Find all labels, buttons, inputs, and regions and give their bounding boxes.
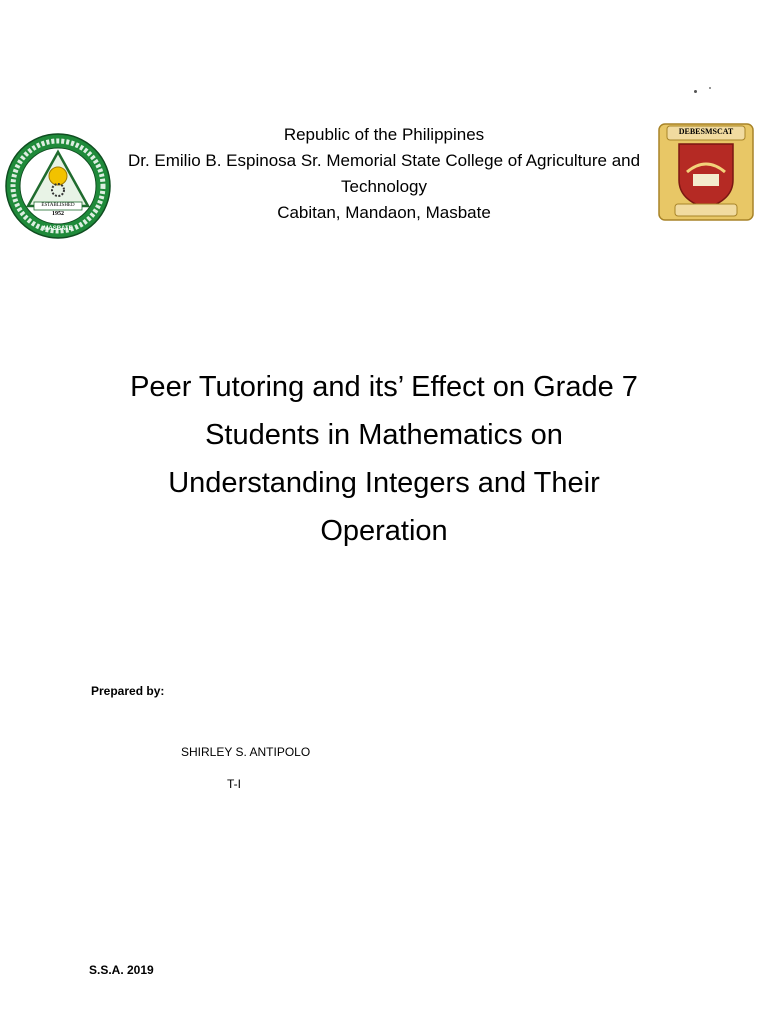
title-line: Operation xyxy=(320,515,448,547)
author-rank: T-I xyxy=(227,777,241,791)
footer-code: S.S.A. 2019 xyxy=(89,963,154,977)
speck-mark xyxy=(694,90,697,93)
seal-bottom-text: MASBATE xyxy=(43,226,73,232)
author-name: SHIRLEY S. ANTIPOLO xyxy=(181,745,311,759)
prepared-by-label: Prepared by: xyxy=(91,684,165,698)
graduate-school-crest-icon xyxy=(657,122,755,222)
crest-banner-text: DEBESMSCAT xyxy=(678,127,734,136)
speck-mark xyxy=(709,87,711,89)
title-line: Peer Tutoring and its’ Effect on Grade 7 xyxy=(130,371,638,403)
title-line: Understanding Integers and Their xyxy=(168,467,600,499)
header-line-address: Cabitan, Mandaon, Masbate xyxy=(277,203,491,222)
seal-year: 1952 xyxy=(52,211,64,217)
header-line-country: Republic of the Philippines xyxy=(283,125,485,144)
title-line: Students in Mathematics on xyxy=(205,419,563,451)
institution-header xyxy=(110,122,658,226)
header-line-college-cont: Technology xyxy=(340,177,427,196)
header-line-college: Dr. Emilio B. Espinosa Sr. Memorial State College of Agriculture and xyxy=(127,151,641,170)
seal-established-label: ESTABLISHED xyxy=(41,203,75,208)
document-title xyxy=(70,363,698,555)
